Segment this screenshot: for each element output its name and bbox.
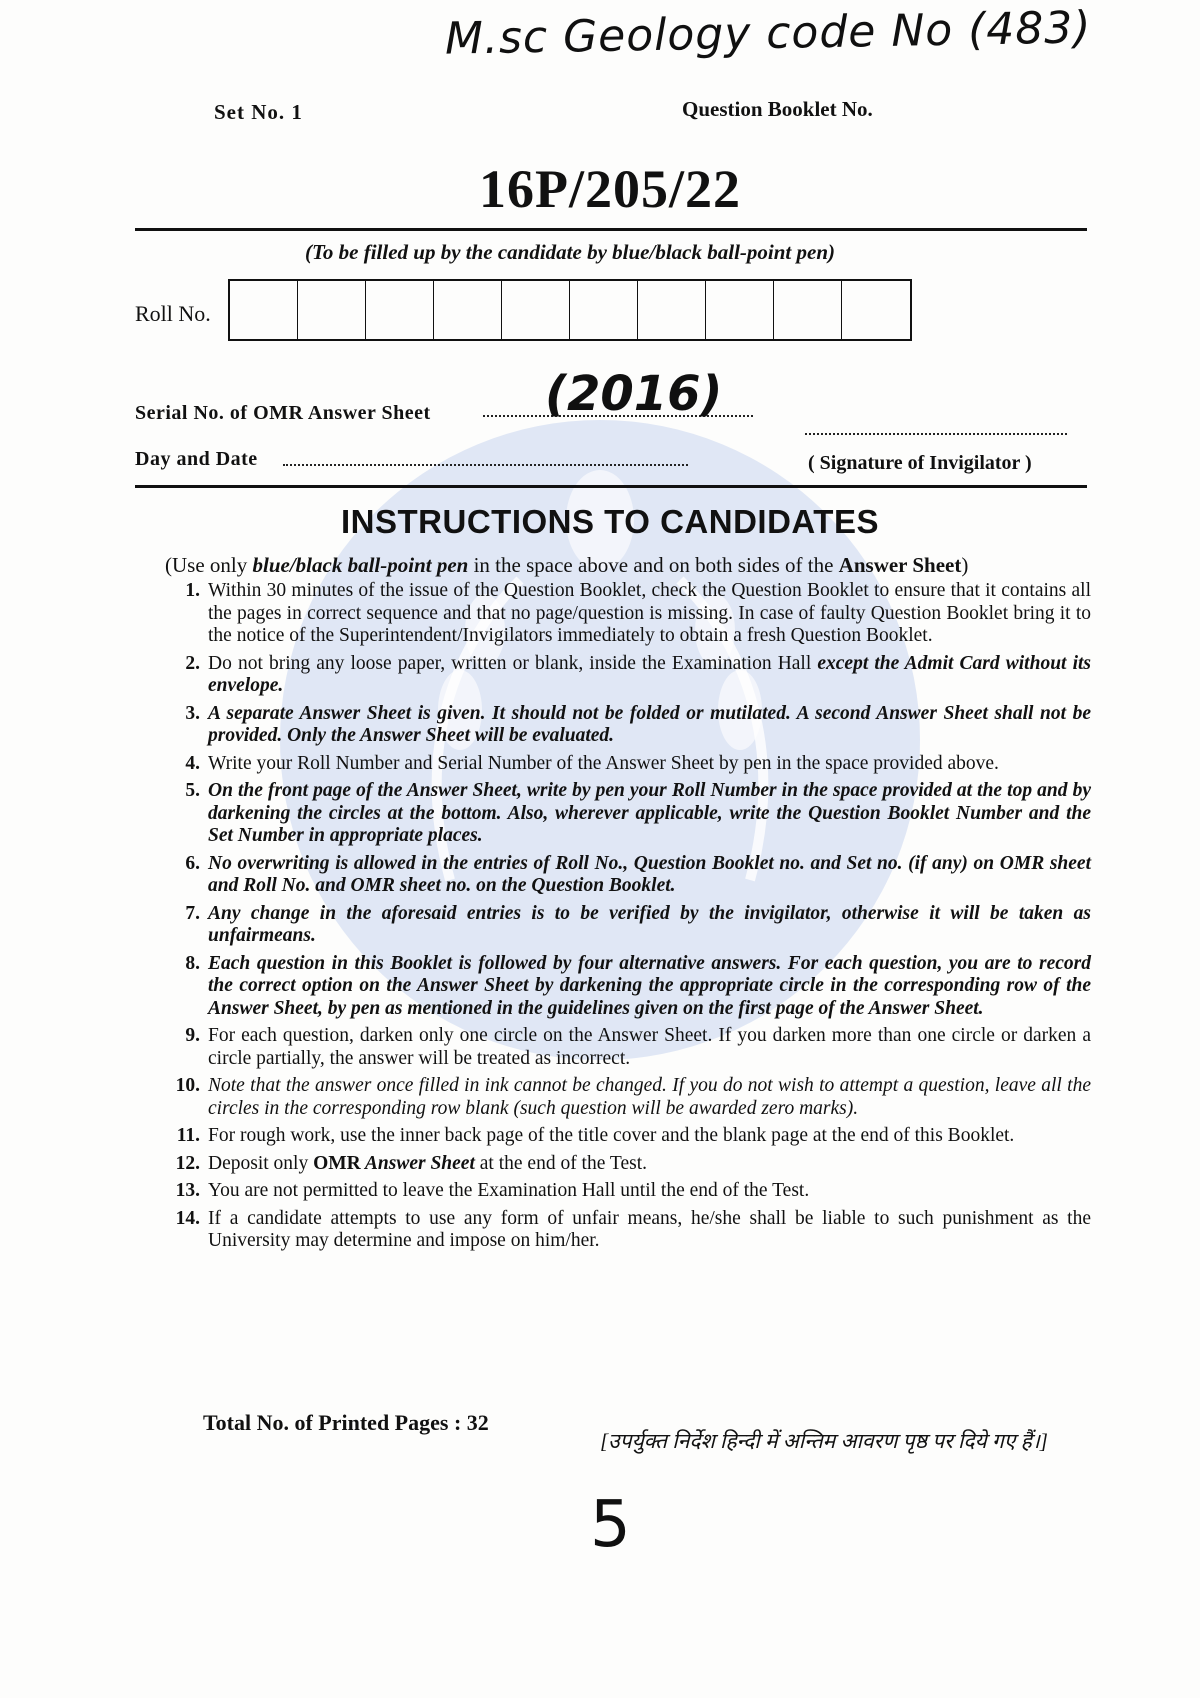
top-divider	[135, 228, 1087, 231]
instruction-text: If a candidate attempts to use any form of unfair means, he/she shall be liable to such punishment as the University may determine and impose on him/her.	[208, 1207, 1091, 1251]
instruction-text-answer-sheet: Answer Sheet	[360, 1152, 475, 1174]
instruction-item	[166, 1075, 1091, 1120]
subtitle-text: (Use only	[165, 553, 253, 577]
instruction-text-emphasis: except the Admit Card without its envelope.	[208, 652, 1091, 696]
instruction-item	[166, 580, 1091, 648]
instruction-number: 13.	[175, 1180, 200, 1201]
instruction-number: 14.	[175, 1207, 200, 1229]
roll-digit-box[interactable]	[638, 281, 706, 339]
roll-digit-box[interactable]	[298, 281, 366, 339]
instruction-number: 6.	[185, 852, 200, 874]
instruction-text: Within 30 minutes of the issue of the Question Booklet, check the Question Booklet to ensure that it contains all the pages in correct sequence and that no page/question is missing. In case of faulty Question Booklet bring it to the notice of the Superintendent/Invigilators immediately to obtain a fresh Question Booklet.	[208, 580, 1091, 646]
instruction-text-plain: Deposit only	[208, 1152, 314, 1174]
instruction-text: You are not permitted to leave the Examination Hall until the end of the Test.	[208, 1180, 810, 1201]
omr-serial-label: Serial No. of OMR Answer Sheet	[135, 402, 431, 424]
instruction-number: 10.	[175, 1075, 200, 1096]
instruction-number: 11.	[176, 1125, 200, 1146]
instruction-text: Each question in this Booklet is followed by four alternative answers. For each question, you are to record the correct option on the Answer Sheet by darkening the appropriate circle in the corresponding row of the Answer Sheet, by pen as mentioned in the guidelines given on the first page of the Answer Sheet.	[208, 952, 1091, 1019]
instruction-text	[208, 653, 1091, 698]
handwritten-page-number: 5	[590, 1488, 631, 1562]
instructions-title: INSTRUCTIONS TO CANDIDATES	[341, 503, 879, 540]
instruction-text: For each question, darken only one circle on the Answer Sheet. If you darken more than one circle or darken a circle partially, the answer will be treated as incorrect.	[208, 1025, 1091, 1069]
roll-digit-box[interactable]	[842, 281, 910, 339]
instruction-item	[166, 853, 1091, 898]
instruction-text: On the front page of the Answer Sheet, write by pen your Roll Number in the space provided at the top and by darkening the circles at the bottom. Also, wherever applicable, write the Question Booklet Number and the Set Number in appropriate places.	[208, 780, 1091, 846]
instruction-item	[166, 703, 1091, 748]
instruction-number: 12.	[175, 1152, 200, 1174]
instruction-text: For rough work, use the inner back page of the title cover and the blank page at the end of this Booklet.	[208, 1125, 1015, 1146]
subtitle-text: )	[961, 553, 969, 577]
set-number: Set No. 1	[214, 100, 303, 124]
instruction-number: 7.	[185, 902, 200, 924]
instruction-text: A separate Answer Sheet is given. It should not be folded or mutilated. A second Answer Sheet shall not be provided. Only the Answer Sheet will be evaluated.	[208, 702, 1091, 746]
instruction-text-plain: Do not bring any loose paper, written or blank, inside the Examination Hall	[208, 652, 818, 674]
instruction-text: Note that the answer once filled in ink cannot be changed. If you do not wish to attempt a question, leave all the circles in the corresponding row blank (such question will be awarded zero marks).	[208, 1075, 1091, 1119]
subtitle-emphasis: blue/black ball-point pen	[252, 553, 469, 577]
instruction-item	[166, 753, 1091, 776]
question-booklet-label: Question Booklet No.	[682, 97, 873, 121]
instruction-item	[166, 780, 1091, 848]
instruction-number: 2.	[185, 652, 200, 674]
instruction-item	[166, 1025, 1091, 1070]
roll-digit-box[interactable]	[230, 281, 298, 339]
invigilator-signature-field[interactable]	[805, 415, 1067, 435]
instruction-text: Write your Roll Number and Serial Number of the Answer Sheet by pen in the space provided above.	[208, 752, 999, 774]
instruction-text: Any change in the aforesaid entries is to be verified by the invigilator, otherwise it will be taken as unfairmeans.	[208, 902, 1091, 946]
roll-digit-box[interactable]	[570, 281, 638, 339]
roll-number-label: Roll No.	[135, 301, 211, 326]
invigilator-signature-label: ( Signature of Invigilator )	[808, 452, 1032, 474]
instruction-text: No overwriting is allowed in the entries of Roll No., Question Booklet no. and Set no. (if any) on OMR sheet and Roll No. and OMR sheet no. on the Question Booklet.	[208, 852, 1091, 896]
instruction-item	[166, 1153, 1091, 1176]
instruction-number: 3.	[185, 702, 200, 724]
instruction-item	[166, 653, 1091, 698]
booklet-code: 16P/205/22	[479, 159, 741, 219]
instructions-list	[166, 580, 1091, 1253]
hindi-note: [उपर्युक्त निर्देश हिन्दी में अन्तिम आवरण पृष्ठ पर दिये गए हैं।]	[600, 1429, 1048, 1453]
fill-instruction: (To be filled up by the candidate by blue/black ball-point pen)	[304, 240, 835, 264]
day-date-field[interactable]	[283, 446, 688, 466]
day-date-label: Day and Date	[135, 448, 258, 470]
instruction-number: 1.	[185, 580, 200, 601]
handwritten-course-header: M.sc Geology code No (483)	[444, 2, 1092, 65]
roll-digit-box[interactable]	[366, 281, 434, 339]
instruction-item	[166, 953, 1091, 1021]
roll-digit-box[interactable]	[502, 281, 570, 339]
bottom-divider	[135, 485, 1087, 488]
roll-digit-box[interactable]	[706, 281, 774, 339]
instruction-number: 5.	[185, 780, 200, 801]
instruction-item	[166, 1125, 1091, 1148]
subtitle-answer-sheet: Answer Sheet	[838, 553, 962, 577]
instruction-number: 8.	[185, 952, 200, 974]
instruction-item	[166, 903, 1091, 948]
instructions-subtitle	[165, 553, 968, 578]
roll-number-boxes[interactable]	[228, 279, 912, 341]
instruction-item	[166, 1180, 1091, 1203]
subtitle-text: in the space above and on both sides of the	[468, 553, 839, 577]
instruction-text-plain: at the end of the Test.	[474, 1152, 647, 1174]
instruction-text	[208, 1153, 1091, 1176]
roll-digit-box[interactable]	[774, 281, 842, 339]
instruction-item	[166, 1208, 1091, 1253]
instruction-number: 4.	[185, 752, 200, 774]
roll-digit-box[interactable]	[434, 281, 502, 339]
instruction-number: 9.	[185, 1025, 200, 1046]
instruction-text-omr: OMR	[313, 1152, 361, 1174]
handwritten-serial-number: (2016)	[545, 366, 723, 422]
total-printed-pages: Total No. of Printed Pages : 32	[203, 1410, 489, 1435]
